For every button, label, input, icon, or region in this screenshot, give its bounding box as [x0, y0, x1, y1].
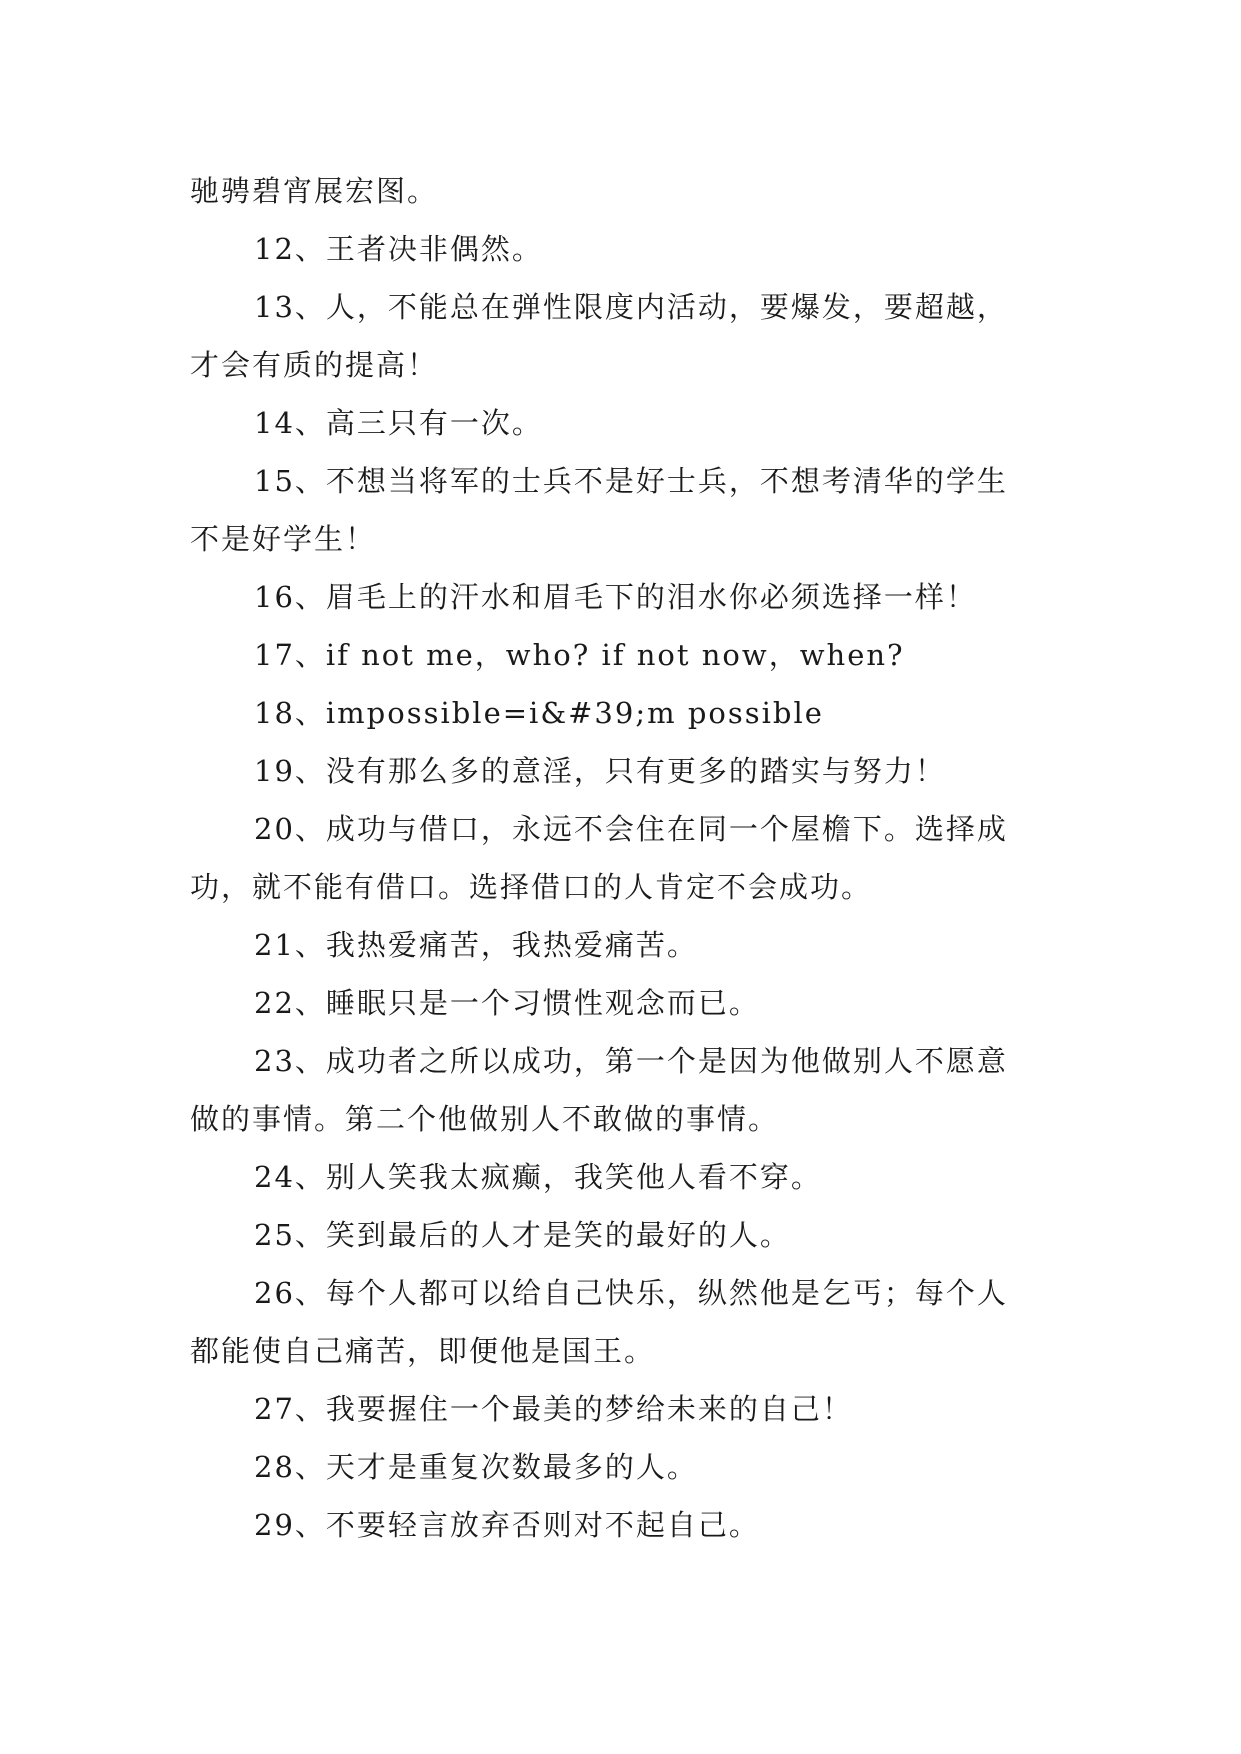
text-line: 18、impossible=i&#39;m possible — [254, 696, 824, 730]
text-line: 20、成功与借口，永远不会住在同一个屋檐下。选择成 — [254, 812, 1008, 846]
text-line: 16、眉毛上的汗水和眉毛下的泪水你必须选择一样！ — [254, 580, 977, 614]
text-line: 14、高三只有一次。 — [254, 406, 543, 440]
text-line: 做的事情。第二个他做别人不敢做的事情。 — [190, 1102, 780, 1136]
text-line: 21、我热爱痛苦，我热爱痛苦。 — [254, 928, 698, 962]
text-line: 12、王者决非偶然。 — [254, 232, 543, 266]
text-line: 15、不想当将军的士兵不是好士兵，不想考清华的学生 — [254, 464, 1008, 498]
text-line: 25、笑到最后的人才是笑的最好的人。 — [254, 1218, 791, 1252]
text-line: 27、我要握住一个最美的梦给未来的自己！ — [254, 1392, 853, 1426]
document-body — [190, 162, 1085, 1554]
text-line: 不是好学生！ — [190, 522, 377, 556]
text-line: 24、别人笑我太疯癫，我笑他人看不穿。 — [254, 1160, 822, 1194]
text-line: 22、睡眠只是一个习惯性观念而已。 — [254, 986, 760, 1020]
text-line: 都能使自己痛苦，即便他是国王。 — [190, 1334, 656, 1368]
text-line: 28、天才是重复次数最多的人。 — [254, 1450, 698, 1484]
text-line: 才会有质的提高！ — [190, 348, 439, 382]
text-line: 17、if not me，who? if not now，when? — [254, 638, 905, 672]
text-line: 13、人，不能总在弹性限度内活动，要爆发，要超越， — [254, 290, 1008, 324]
text-line: 功，就不能有借口。选择借口的人肯定不会成功。 — [190, 870, 873, 904]
text-line: 26、每个人都可以给自己快乐，纵然他是乞丐；每个人 — [254, 1276, 1008, 1310]
text-line: 驰骋碧宵展宏图。 — [190, 174, 439, 208]
text-line: 23、成功者之所以成功，第一个是因为他做别人不愿意 — [254, 1044, 1008, 1078]
text-line: 29、不要轻言放弃否则对不起自己。 — [254, 1508, 760, 1542]
text-line: 19、没有那么多的意淫，只有更多的踏实与努力！ — [254, 754, 946, 788]
